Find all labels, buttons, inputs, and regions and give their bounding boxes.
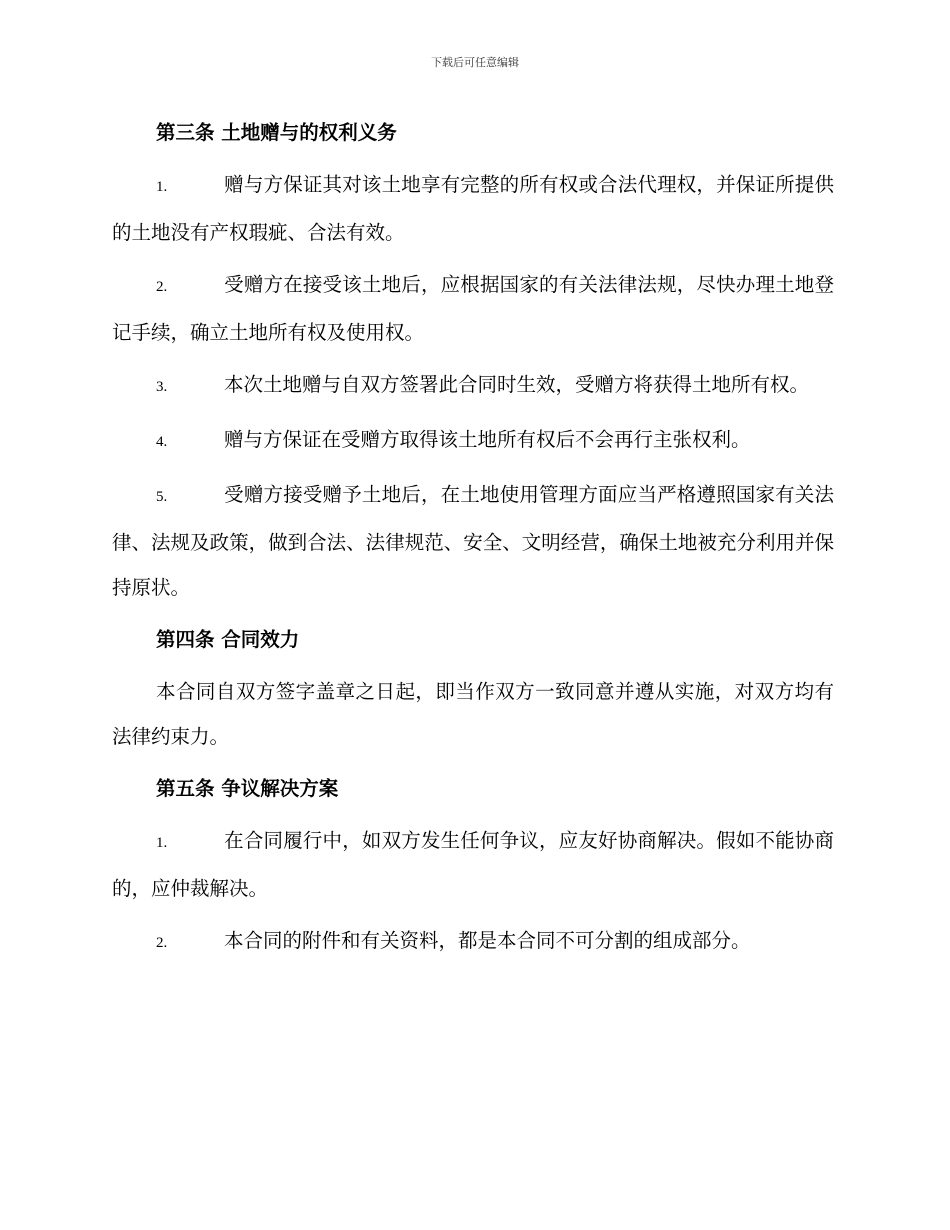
clause-text: 在合同履行中，如双方发生任何争议，应友好协商解决。假如不能协商的，应仲裁解决。 bbox=[112, 829, 834, 900]
clause-text: 受赠方接受赠予土地后，在土地使用管理方面应当严格遵照国家有关法律、法规及政策，做到合法、法律规范、安全、文明经营，确保土地被充分利用并保持原状。 bbox=[112, 483, 834, 599]
article-4-text: 本合同自双方签字盖章之日起，即当作双方一致同意并遵从实施，对双方均有法律约束力。 bbox=[112, 680, 834, 748]
clause-text: 赠与方保证在受赠方取得该土地所有权后不会再行主张权利。 bbox=[224, 428, 751, 451]
clause-number: 2. bbox=[156, 279, 168, 295]
page-header: 下载后可任意编辑 bbox=[431, 56, 519, 69]
clause-text: 赠与方保证其对该土地享有完整的所有权或合法代理权，并保证所提供的土地没有产权瑕疵、合法有效。 bbox=[112, 173, 834, 244]
clause-item bbox=[112, 818, 834, 911]
clause-item bbox=[112, 472, 834, 610]
clause-number: 1. bbox=[156, 179, 168, 195]
clause-item bbox=[112, 417, 834, 465]
clause-number: 3. bbox=[156, 379, 168, 395]
clause-text: 本合同的附件和有关资料，都是本合同不可分割的组成部分。 bbox=[224, 929, 751, 952]
clause-item bbox=[112, 362, 834, 410]
clause-text: 受赠方在接受该土地后，应根据国家的有关法律法规，尽快办理土地登记手续，确立土地所有权及使用权。 bbox=[112, 273, 834, 344]
clause-item bbox=[112, 162, 834, 255]
clause-number: 1. bbox=[156, 835, 168, 851]
clause-item bbox=[112, 262, 834, 355]
clause-number: 4. bbox=[156, 434, 168, 450]
section-title-article-5: 第五条 争议解决方案 bbox=[156, 777, 339, 800]
clause-item bbox=[112, 918, 834, 966]
section-title-article-4: 第四条 合同效力 bbox=[156, 628, 300, 651]
clause-number: 5. bbox=[156, 489, 168, 505]
clause-number: 2. bbox=[156, 935, 168, 951]
section-title-article-3: 第三条 土地赠与的权利义务 bbox=[156, 121, 397, 144]
document-body bbox=[112, 110, 834, 973]
clause-text: 本次土地赠与自双方签署此合同时生效，受赠方将获得土地所有权。 bbox=[224, 373, 810, 396]
